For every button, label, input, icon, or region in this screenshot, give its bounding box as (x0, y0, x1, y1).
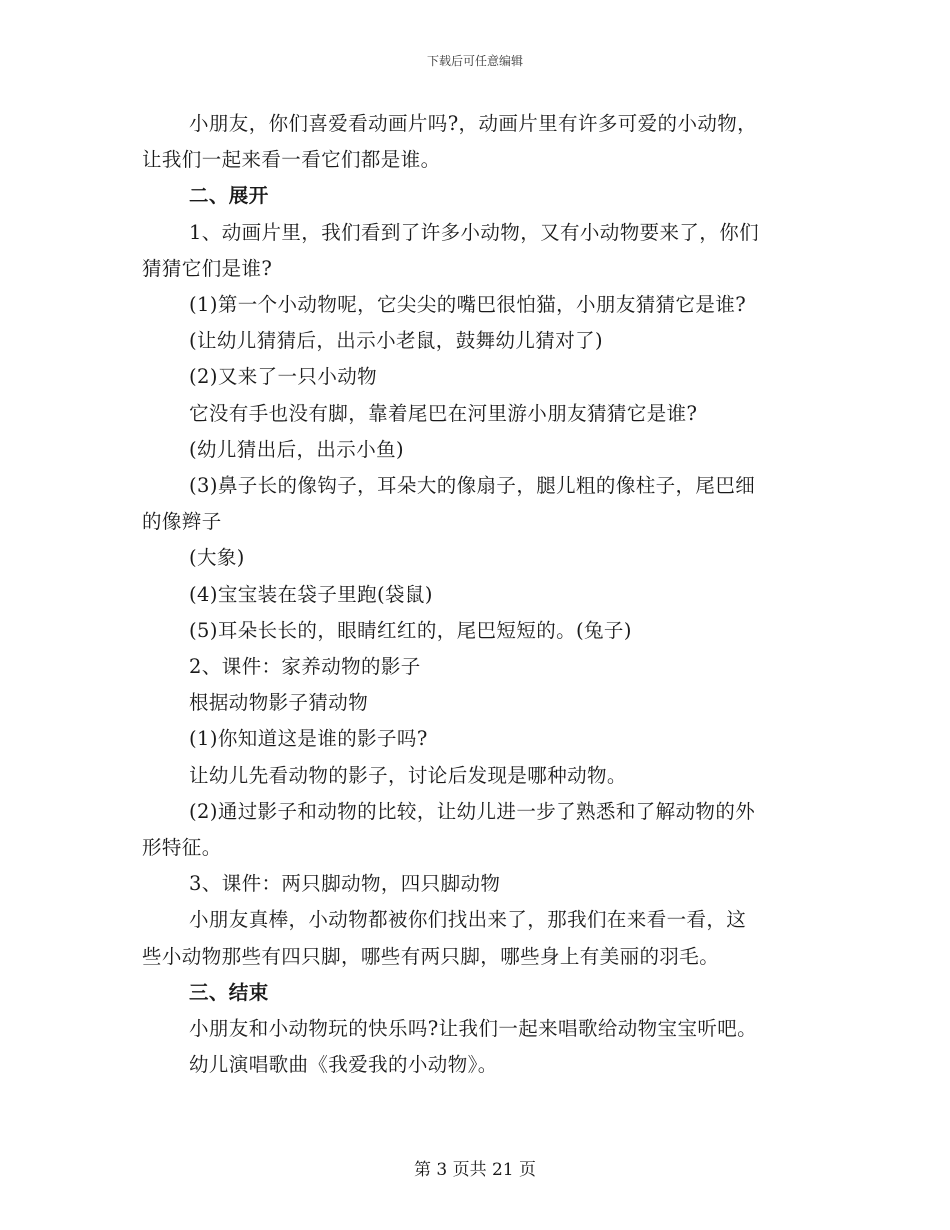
paragraph-line: 2、课件：家养动物的影子 (189, 655, 421, 679)
paragraph-line: 让我们一起来看一看它们都是谁。 (142, 148, 441, 172)
paragraph-line: (5)耳朵长长的，眼睛红红的，尾巴短短的。(兔子) (189, 618, 632, 642)
paragraph-line: 小朋友真棒，小动物都被你们找出来了，那我们在来看一看，这 (189, 908, 747, 932)
paragraph-line: (2)又来了一只小动物 (189, 365, 378, 389)
paragraph-line: 1、动画片里，我们看到了许多小动物，又有小动物要来了，你们 (189, 220, 760, 244)
paragraph-line: (4)宝宝装在袋子里跑(袋鼠) (189, 582, 433, 606)
paragraph-line: 些小动物那些有四只脚，哪些有两只脚，哪些身上有美丽的羽毛。 (142, 944, 720, 968)
paragraph-line: (大象) (189, 546, 245, 570)
paragraph-line: (让幼儿猜猜后，出示小老鼠，鼓舞幼儿猜对了) (189, 329, 604, 353)
document-body (142, 106, 810, 1083)
paragraph-line: (2)通过影子和动物的比较，让幼儿进一步了熟悉和了解动物的外 (189, 799, 756, 823)
paragraph-line: 形特征。 (142, 836, 222, 860)
paragraph-line: 小朋友，你们喜爱看动画片吗?，动画片里有许多可爱的小动物， (189, 112, 758, 135)
paragraph-line: 的像辫子 (142, 510, 222, 534)
paragraph-line: (1)第一个小动物呢，它尖尖的嘴巴很怕猫，小朋友猜猜它是谁? (189, 293, 747, 317)
paragraph-line: (幼儿猜出后，出示小鱼) (189, 437, 405, 461)
paragraph-line: 幼儿演唱歌曲《我爱我的小动物》。 (189, 1053, 498, 1077)
page-header: 下载后可任意编辑 (426, 54, 523, 68)
paragraph-line: 让幼儿先看动物的影子，讨论后发现是哪种动物。 (189, 763, 627, 787)
section-heading: 二、展开 (189, 184, 269, 208)
paragraph-line: 小朋友和小动物玩的快乐吗?让我们一起来唱歌给动物宝宝听吧。 (189, 1017, 758, 1041)
paragraph-line: (3)鼻子长的像钩子，耳朵大的像扇子，腿儿粗的像柱子，尾巴细 (189, 474, 756, 498)
paragraph-line: 根据动物影子猜动物 (189, 691, 369, 715)
paragraph-line: 它没有手也没有脚，靠着尾巴在河里游小朋友猜猜它是谁? (189, 401, 698, 425)
paragraph-line: (1)你知道这是谁的影子吗? (189, 727, 428, 751)
paragraph-line: 3、课件：两只脚动物，四只脚动物 (189, 872, 501, 896)
section-heading: 三、结束 (189, 980, 269, 1004)
paragraph-line: 猜猜它们是谁? (142, 256, 273, 280)
page-footer: 第 3 页共 21 页 (413, 1160, 537, 1180)
